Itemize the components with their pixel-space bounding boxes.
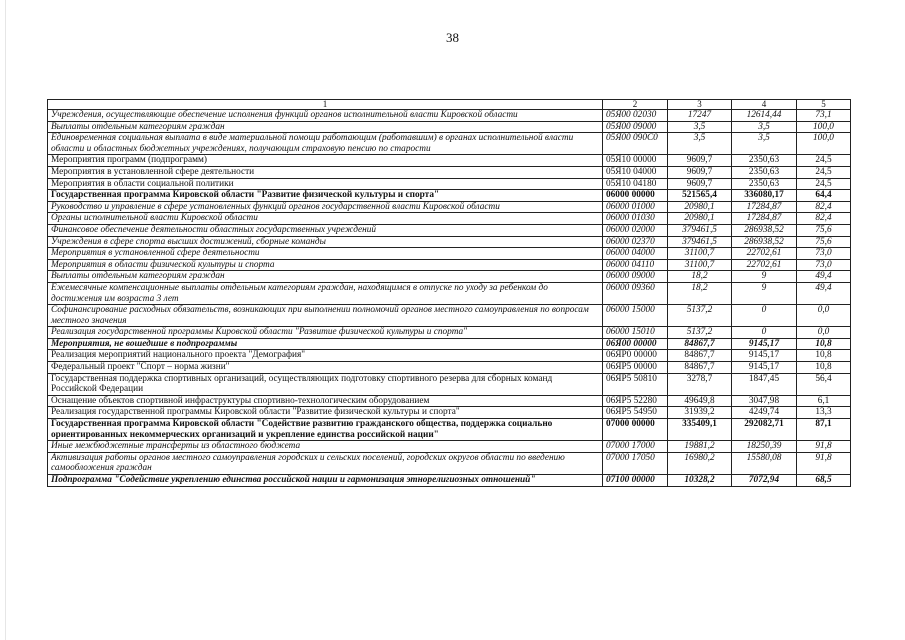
row-planned-cell: 3,5 xyxy=(668,121,732,133)
row-percent-cell: 73,0 xyxy=(797,259,851,271)
row-percent-cell: 75,6 xyxy=(797,236,851,248)
row-actual-cell: 4249,74 xyxy=(732,407,797,419)
row-code-cell: 05Я10 00000 xyxy=(603,155,668,167)
row-code-cell: 07000 17050 xyxy=(603,452,668,474)
row-name-cell: Руководство и управление в сфере установленных функций органов государственной власти Кировской области xyxy=(48,201,603,213)
row-name-cell: Иные межбюджетные трансферты из областного бюджета xyxy=(48,441,603,453)
table-row xyxy=(48,166,851,178)
row-name-cell: Мероприятия в установленной сфере деятельности xyxy=(48,166,603,178)
row-name-cell: Мероприятия в области физической культуры и спорта xyxy=(48,259,603,271)
row-percent-cell: 64,4 xyxy=(797,190,851,202)
row-planned-cell: 17247 xyxy=(668,110,732,122)
row-planned-cell: 49649,8 xyxy=(668,395,732,407)
row-actual-cell: 22702,61 xyxy=(732,259,797,271)
row-actual-cell: 1847,45 xyxy=(732,373,797,395)
row-planned-cell: 18,2 xyxy=(668,271,732,283)
table-row xyxy=(48,338,851,350)
row-percent-cell: 82,4 xyxy=(797,201,851,213)
column-header-5: 5 xyxy=(797,100,851,110)
row-percent-cell: 0,0 xyxy=(797,305,851,327)
row-percent-cell: 6,1 xyxy=(797,395,851,407)
row-code-cell: 06000 04000 xyxy=(603,248,668,260)
row-name-cell: Мероприятия программ (подпрограмм) xyxy=(48,155,603,167)
row-name-cell: Выплаты отдельным категориям граждан xyxy=(48,271,603,283)
row-planned-cell: 84867,7 xyxy=(668,338,732,350)
row-actual-cell: 2350,63 xyxy=(732,155,797,167)
table-row xyxy=(48,259,851,271)
row-percent-cell: 49,4 xyxy=(797,282,851,304)
row-code-cell: 05Я10 04000 xyxy=(603,166,668,178)
row-actual-cell: 9145,17 xyxy=(732,338,797,350)
row-percent-cell: 68,5 xyxy=(797,475,851,487)
row-percent-cell: 100,0 xyxy=(797,121,851,133)
row-name-cell: Органы исполнительной власти Кировской области xyxy=(48,213,603,225)
row-percent-cell: 100,0 xyxy=(797,133,851,155)
row-percent-cell: 82,4 xyxy=(797,213,851,225)
row-percent-cell: 24,5 xyxy=(797,155,851,167)
table-row xyxy=(48,362,851,374)
row-actual-cell: 12614,44 xyxy=(732,110,797,122)
row-name-cell: Учреждения в сфере спорта высших достижений, сборные команды xyxy=(48,236,603,248)
row-percent-cell: 10,8 xyxy=(797,338,851,350)
row-planned-cell: 84867,7 xyxy=(668,350,732,362)
row-code-cell: 07100 00000 xyxy=(603,475,668,487)
row-planned-cell: 10328,2 xyxy=(668,475,732,487)
table-row xyxy=(48,407,851,419)
row-code-cell: 06ЯР0 00000 xyxy=(603,350,668,362)
row-code-cell: 06000 02370 xyxy=(603,236,668,248)
row-code-cell: 06000 15000 xyxy=(603,305,668,327)
row-percent-cell: 91,8 xyxy=(797,441,851,453)
table-row xyxy=(48,248,851,260)
row-code-cell: 06ЯР5 00000 xyxy=(603,362,668,374)
row-name-cell: Реализация мероприятий национального проекта "Демография" xyxy=(48,350,603,362)
table-row xyxy=(48,201,851,213)
row-code-cell: 06000 09000 xyxy=(603,271,668,283)
table-row xyxy=(48,224,851,236)
row-actual-cell: 3,5 xyxy=(732,133,797,155)
table-row xyxy=(48,350,851,362)
row-name-cell: Мероприятия в области социальной политики xyxy=(48,178,603,190)
table-row xyxy=(48,475,851,487)
row-name-cell: Реализация государственной программы Кировской области "Развитие физической культуры и спорта" xyxy=(48,407,603,419)
row-code-cell: 06000 09360 xyxy=(603,282,668,304)
table-row xyxy=(48,282,851,304)
row-code-cell: 06ЯР5 54950 xyxy=(603,407,668,419)
row-name-cell: Государственная программа Кировской области "Развитие физической культуры и спорта" xyxy=(48,190,603,202)
row-planned-cell: 5137,2 xyxy=(668,305,732,327)
row-percent-cell: 0,0 xyxy=(797,327,851,339)
table-row xyxy=(48,327,851,339)
row-percent-cell: 91,8 xyxy=(797,452,851,474)
row-planned-cell: 379461,5 xyxy=(668,224,732,236)
table-row xyxy=(48,178,851,190)
row-planned-cell: 335409,1 xyxy=(668,419,732,441)
row-code-cell: 05Я10 04180 xyxy=(603,178,668,190)
row-percent-cell: 13,3 xyxy=(797,407,851,419)
table-row xyxy=(48,419,851,441)
column-header-3: 3 xyxy=(668,100,732,110)
row-actual-cell: 0 xyxy=(732,327,797,339)
table-row xyxy=(48,373,851,395)
budget-table xyxy=(47,99,851,487)
table-row xyxy=(48,305,851,327)
row-percent-cell: 75,6 xyxy=(797,224,851,236)
row-code-cell: 07000 17000 xyxy=(603,441,668,453)
row-actual-cell: 3,5 xyxy=(732,121,797,133)
row-actual-cell: 22702,61 xyxy=(732,248,797,260)
row-code-cell: 06000 01000 xyxy=(603,201,668,213)
row-percent-cell: 24,5 xyxy=(797,178,851,190)
row-code-cell: 06ЯР5 52280 xyxy=(603,395,668,407)
row-percent-cell: 73,0 xyxy=(797,248,851,260)
row-name-cell: Активизация работы органов местного самоуправления городских и сельских поселений, городских округов области по введению самообложения граждан xyxy=(48,452,603,474)
row-name-cell: Софинансирование расходных обязательств, возникающих при выполнении полномочий органов местного самоуправления по вопросам местного значения xyxy=(48,305,603,327)
row-code-cell: 06Я00 00000 xyxy=(603,338,668,350)
row-planned-cell: 31939,2 xyxy=(668,407,732,419)
row-name-cell: Оснащение объектов спортивной инфраструктуры спортивно-технологическим оборудованием xyxy=(48,395,603,407)
row-percent-cell: 10,8 xyxy=(797,362,851,374)
row-planned-cell: 31100,7 xyxy=(668,248,732,260)
row-name-cell: Государственная программа Кировской области "Содействие развитию гражданского общества, поддержка социально ориентированных некоммерческих организаций и укрепление единства российской нации" xyxy=(48,419,603,441)
row-actual-cell: 9145,17 xyxy=(732,350,797,362)
row-code-cell: 06000 02000 xyxy=(603,224,668,236)
row-planned-cell: 20980,1 xyxy=(668,213,732,225)
row-planned-cell: 521565,4 xyxy=(668,190,732,202)
row-actual-cell: 17284,87 xyxy=(732,213,797,225)
table-header-row xyxy=(48,100,851,110)
column-header-1: 1 xyxy=(48,100,603,110)
row-code-cell: 05Я00 090С0 xyxy=(603,133,668,155)
page-number: 38 xyxy=(446,30,459,45)
row-planned-cell: 379461,5 xyxy=(668,236,732,248)
row-code-cell: 06000 01030 xyxy=(603,213,668,225)
table-row xyxy=(48,190,851,202)
row-planned-cell: 20980,1 xyxy=(668,201,732,213)
row-actual-cell: 336080,17 xyxy=(732,190,797,202)
row-name-cell: Мероприятия в установленной сфере деятельности xyxy=(48,248,603,260)
row-code-cell: 06000 15010 xyxy=(603,327,668,339)
row-planned-cell: 3278,7 xyxy=(668,373,732,395)
row-planned-cell: 9609,7 xyxy=(668,155,732,167)
table-row xyxy=(48,155,851,167)
table-row xyxy=(48,441,851,453)
row-name-cell: Учреждения, осуществляющие обеспечение исполнения функций органов исполнительной власти Кировской области xyxy=(48,110,603,122)
column-header-2: 2 xyxy=(603,100,668,110)
row-name-cell: Государственная поддержка спортивных организаций, осуществляющих подготовку спортивного резерва для сборных команд Российской Федерации xyxy=(48,373,603,395)
row-actual-cell: 0 xyxy=(732,305,797,327)
row-actual-cell: 9 xyxy=(732,271,797,283)
row-planned-cell: 16980,2 xyxy=(668,452,732,474)
row-code-cell: 06000 04110 xyxy=(603,259,668,271)
table-row xyxy=(48,452,851,474)
row-actual-cell: 7072,94 xyxy=(732,475,797,487)
row-code-cell: 05Я00 02030 xyxy=(603,110,668,122)
table-row xyxy=(48,121,851,133)
row-actual-cell: 17284,87 xyxy=(732,201,797,213)
row-actual-cell: 9145,17 xyxy=(732,362,797,374)
row-planned-cell: 3,5 xyxy=(668,133,732,155)
row-name-cell: Подпрограмма "Содействие укреплению единства российской нации и гармонизация этнорелигиозных отношений" xyxy=(48,475,603,487)
row-actual-cell: 3047,98 xyxy=(732,395,797,407)
row-actual-cell: 2350,63 xyxy=(732,166,797,178)
row-code-cell: 07000 00000 xyxy=(603,419,668,441)
row-planned-cell: 9609,7 xyxy=(668,178,732,190)
table-row xyxy=(48,395,851,407)
row-percent-cell: 56,4 xyxy=(797,373,851,395)
row-name-cell: Единовременная социальная выплата в виде материальной помощи работающим (работавшим) в органах исполнительной власти области и областных бюджетных учреждениях, получающим страховую пенсию по старости xyxy=(48,133,603,155)
table-row xyxy=(48,110,851,122)
row-actual-cell: 292082,71 xyxy=(732,419,797,441)
row-planned-cell: 19881,2 xyxy=(668,441,732,453)
row-planned-cell: 18,2 xyxy=(668,282,732,304)
row-actual-cell: 2350,63 xyxy=(732,178,797,190)
row-name-cell: Реализация государственной программы Кировской области "Развитие физической культуры и спорта" xyxy=(48,327,603,339)
column-header-4: 4 xyxy=(732,100,797,110)
row-actual-cell: 18250,39 xyxy=(732,441,797,453)
row-name-cell: Выплаты отдельным категориям граждан xyxy=(48,121,603,133)
row-code-cell: 06000 00000 xyxy=(603,190,668,202)
row-actual-cell: 286938,52 xyxy=(732,236,797,248)
row-percent-cell: 73,1 xyxy=(797,110,851,122)
row-actual-cell: 9 xyxy=(732,282,797,304)
row-code-cell: 05Я00 09000 xyxy=(603,121,668,133)
table-row xyxy=(48,236,851,248)
row-name-cell: Мероприятия, не вошедшие в подпрограммы xyxy=(48,338,603,350)
row-actual-cell: 15580,08 xyxy=(732,452,797,474)
table-row xyxy=(48,271,851,283)
row-name-cell: Федеральный проект "Спорт – норма жизни" xyxy=(48,362,603,374)
budget-table-body xyxy=(48,100,851,487)
table-row xyxy=(48,133,851,155)
row-percent-cell: 10,8 xyxy=(797,350,851,362)
row-percent-cell: 49,4 xyxy=(797,271,851,283)
row-planned-cell: 84867,7 xyxy=(668,362,732,374)
table-row xyxy=(48,213,851,225)
row-planned-cell: 9609,7 xyxy=(668,166,732,178)
row-actual-cell: 286938,52 xyxy=(732,224,797,236)
row-percent-cell: 87,1 xyxy=(797,419,851,441)
scan-artifact-left xyxy=(5,0,6,640)
row-code-cell: 06ЯР5 50810 xyxy=(603,373,668,395)
row-name-cell: Финансовое обеспечение деятельности областных государственных учреждений xyxy=(48,224,603,236)
row-percent-cell: 24,5 xyxy=(797,166,851,178)
row-planned-cell: 5137,2 xyxy=(668,327,732,339)
row-name-cell: Ежемесячные компенсационные выплаты отдельным категориям граждан, находящимся в отпуске по уходу за ребенком до достижения им возраста 3 лет xyxy=(48,282,603,304)
row-planned-cell: 31100,7 xyxy=(668,259,732,271)
